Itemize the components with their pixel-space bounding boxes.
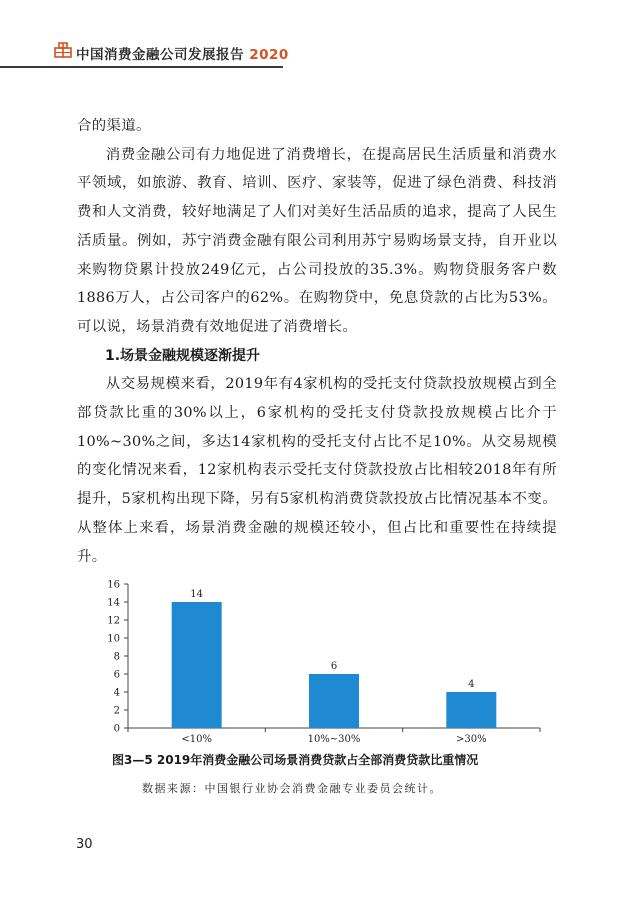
data-label: 14	[190, 589, 204, 600]
data-label: 4	[468, 679, 475, 690]
y-tick-label: 14	[107, 597, 120, 609]
y-tick-label: 16	[107, 579, 120, 591]
y-tick-label: 0	[113, 723, 120, 735]
header-year: 2020	[249, 47, 289, 63]
page-header	[0, 0, 638, 70]
body-paragraph: 消费金融公司有力地促进了消费增长，在提高居民生活质量和消费水平领域，如旅游、教育、培训、医疗、家装等，促进了绿色消费、科技消费和人文消费，较好地满足了人们对美好生活品质的追求，提高了人民生活质量。例如，苏宁消费金融有限公司利用苏宁易购场景支持，自开业以来购物贷累计投放249亿元，占公司投放的35.3%。购物贷服务客户数1886万人，占公司客户的62%。在购物贷中，免息贷款的占比为53%。可以说，场景消费有效地促进了消费增长。	[77, 146, 557, 335]
x-tick-label: >30%	[456, 734, 487, 745]
section-heading: 1.场景金融规模逐渐提升	[105, 347, 261, 364]
body-paragraph: 从交易规模来看，2019年有4家机构的受托支付贷款投放规模占到全部贷款比重的30%以上，6家机构的受托支付贷款投放规模占比介于10%~30%之间，多达14家机构的受托支付占比不足10%。从交易规模的变化情况来看，12家机构表示受托支付贷款投放占比相较2018年有所提升，5家机构出现下降，另有5家机构消费贷款投放占比情况基本不变。从整体上来看，场景消费金融的规模还较小，但占比和重要性在持续提升。	[77, 376, 557, 565]
bar-3	[446, 692, 496, 728]
bar-chart-svg	[90, 572, 560, 762]
y-tick-label: 8	[113, 651, 120, 663]
y-tick-label: 4	[113, 687, 120, 699]
y-tick-label: 10	[107, 633, 120, 645]
x-tick-label: <10%	[181, 734, 212, 745]
report-logo-icon	[54, 42, 72, 58]
bar-1	[172, 602, 222, 728]
data-label: 6	[330, 661, 338, 672]
figure-source: 数据来源：中国银行业协会消费金融专业委员会统计。	[142, 782, 442, 795]
header-title	[76, 43, 289, 63]
bar-chart	[90, 572, 560, 762]
bar-2	[309, 674, 359, 728]
page-number: 30	[76, 837, 93, 852]
y-tick-label: 12	[107, 615, 120, 627]
header-divider	[0, 66, 283, 68]
y-tick-label: 6	[113, 669, 120, 681]
figure-caption: 图3—5 2019年消费金融公司场景消费贷款占全部消费贷款比重情况	[112, 753, 479, 767]
y-tick-label: 2	[113, 705, 120, 717]
body-paragraph: 合的渠道。	[77, 118, 151, 134]
header-title-text: 中国消费金融公司发展报告	[76, 47, 244, 63]
x-tick-label: 10%~30%	[307, 734, 361, 745]
main-content	[77, 112, 557, 571]
